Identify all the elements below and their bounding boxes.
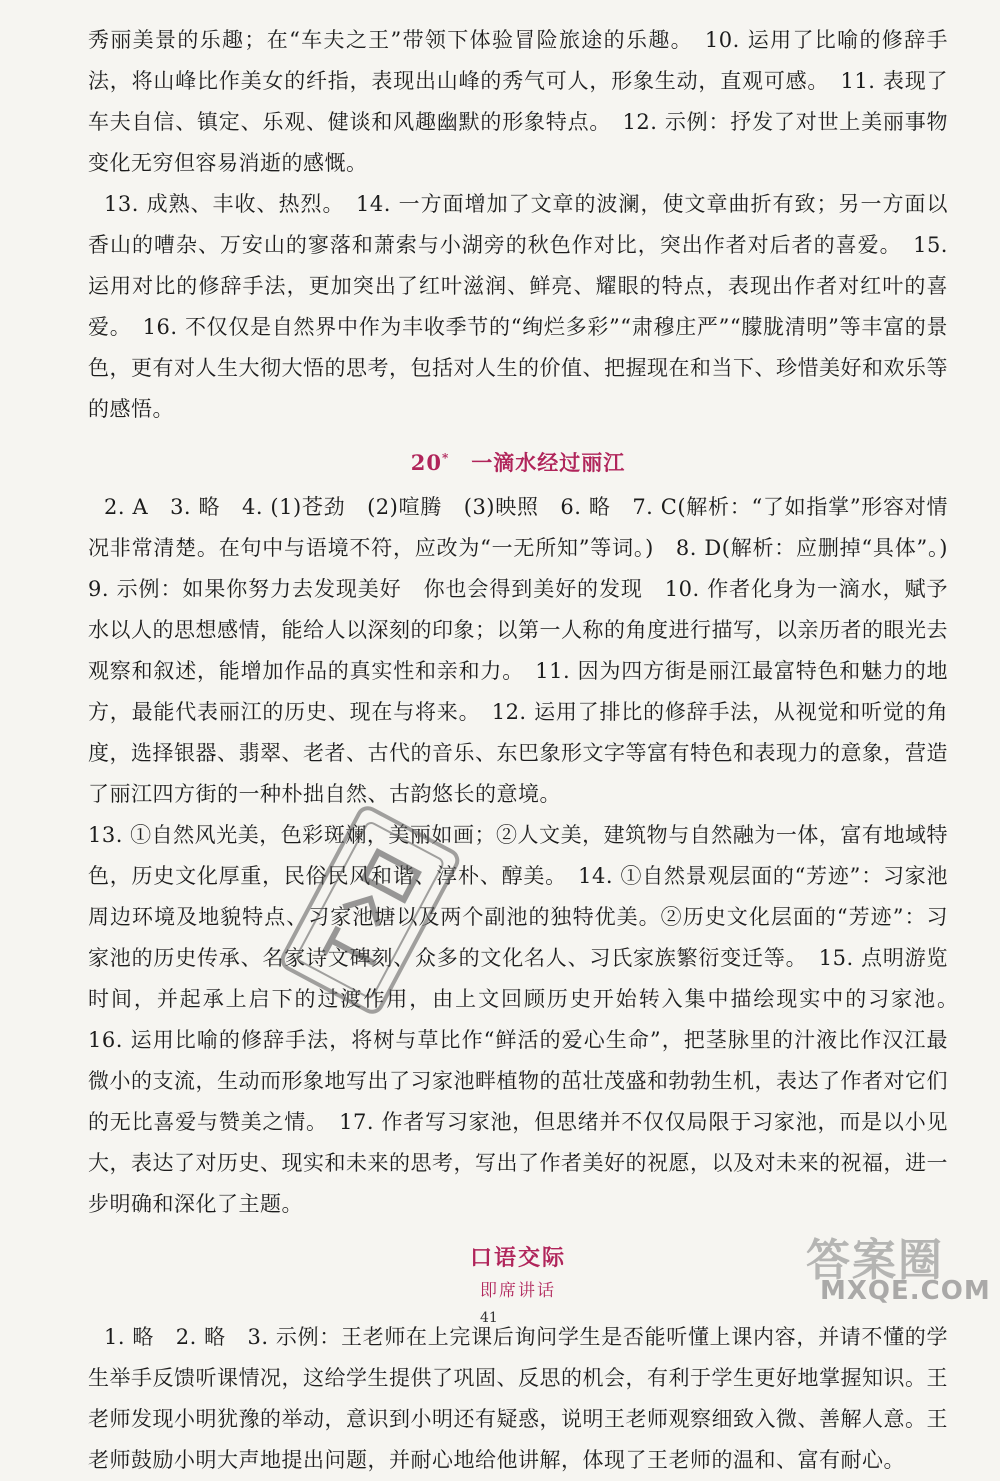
oral-subheading: 即席讲话 xyxy=(480,1281,556,1301)
paragraph-section20-1: 2. A 3. 略 4. (1)苍劲 (2)喧腾 (3)映照 6. 略 7. C(解析：“了如指掌”形容对情况非常清楚。在句中与语境不符，应改为“一无所知”等词。) 8. D(解析：应删掉“具体”。) 9. 示例：如果你努力去发现美好 你也会得到美好的发现 10. 作者化身为一滴水，赋予水以人的思想感情，能给人以深刻的印象；以第一人称的角度进行描写，以亲历者的眼光去观察和叙述，能增加作品的真实性和亲和力。 11. 因为四方街是丽江最富特色和魅力的地方，最能代表丽江的历史、现在与将来。 12. 运用了排比的修辞手法，从视觉和听觉的角度，选择银器、翡翠、老者、古代的音乐、东巴象形文字等富有特色和表现力的意象，营造了丽江四方街的一种朴拙自然、古韵悠长的意境。 xyxy=(88,495,970,806)
paragraph-oral-1: 1. 略 2. 略 3. 示例：王老师在上完课后询问学生是否能听懂上课内容，并请不懂的学生举手反馈听课情况，这给学生提供了巩固、反思的机会，有利于学生更好地掌握知识。王老师发现小明犹豫的举动，意识到小明还有疑惑，说明王老师观察细致入微、善解人意。王老师鼓励小明大声地提出问题，并耐心地给他讲解，体现了王老师的温和、富有耐心。 xyxy=(88,1325,948,1472)
paragraph-section19-2: 13. 成熟、丰收、热烈。 14. 一方面增加了文章的波澜，使文章曲折有致；另一方面以香山的嘈杂、万安山的寥落和萧索与小湖旁的秋色作对比，突出作者对后者的喜爱。 15. 运用对比的修辞手法，更加突出了红叶滋润、鲜亮、耀眼的特点，表现出作者对红叶的喜爱。 16. 不仅仅是自然界中作为丰收季节的“绚烂多彩”“肃穆庄严”“朦胧清明”等丰富的景色，更有对人生大彻大悟的思考，包括对人生的价值、把握现在和当下、珍惜美好和欢乐等的感悟。 xyxy=(88,192,948,421)
section-20-number: 20 xyxy=(410,450,442,475)
corner-logo-brand: 答案圈 xyxy=(806,1235,944,1286)
corner-logo-site: MXQE.COM xyxy=(820,1276,991,1306)
section-20-mark: * xyxy=(441,451,450,465)
paragraph-section19-1: 秀丽美景的乐趣；在“车夫之王”带领下体验冒险旅途的乐趣。 10. 运用了比喻的修辞手法，将山峰比作美女的纤指，表现出山峰的秀气可人，形象生动，直观可感。 11. 表现了车夫自信、镇定、乐观、健谈和风趣幽默的形象特点。 12. 示例：抒发了对世上美丽事物变化无穷但容易消逝的感慨。 xyxy=(88,28,948,175)
oral-heading: 口语交际 xyxy=(469,1245,566,1271)
paragraph-section20-2: 13. ①自然风光美，色彩斑斓，美丽如画；②人文美，建筑物与自然融为一体，富有地域特色，历史文化厚重，民俗民风和谐、淳朴、醇美。 14. ①自然景观层面的“芳迹”：习家池周边环境及地貌特点、习家池塘以及两个副池的独特优美。②历史文化层面的“芳迹”：习家池的历史传承、名家诗文碑刻、众多的文化名人、习氏家族繁衍变迁等。 15. 点明游览时间，并起承上启下的过渡作用，由上文回顾历史开始转入集中描绘现实中的习家池。 16. 运用比喻的修辞手法，将树与草比作“鲜活的爱心生命”，把茎脉里的汁液比作汉江最微小的支流，生动而形象地写出了习家池畔植物的茁壮茂盛和勃勃生机，表达了作者对它们的无比喜爱与赞美之情。 17. 作者写习家池，但思绪并不仅仅局限于习家池，而是以小见大，表达了对历史、现实和未来的思考，写出了作者美好的祝愿，以及对未来的祝福，进一步明确和深化了主题。 xyxy=(88,823,970,1216)
section-20-title: 一滴水经过丽江 xyxy=(471,450,626,475)
watermark-stamp xyxy=(270,750,470,1070)
section-20-heading xyxy=(88,438,948,483)
page-number: 41 xyxy=(480,1310,498,1326)
corner-logo xyxy=(806,1224,991,1312)
